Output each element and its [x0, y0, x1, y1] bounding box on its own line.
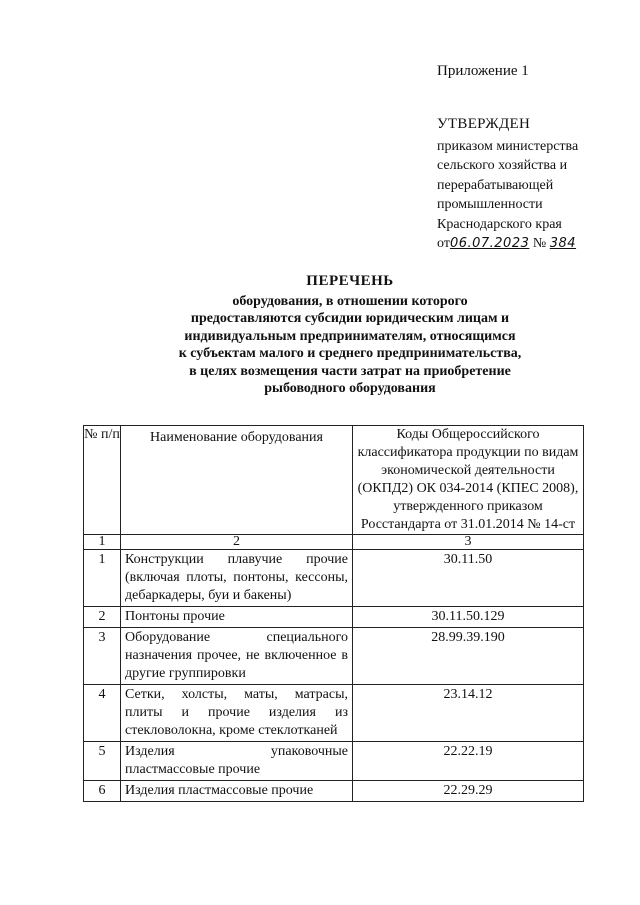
approval-line: Краснодарского края — [437, 216, 562, 232]
row-name: Оборудование специального назначения прочее, не включенное в другие группировки — [121, 628, 353, 685]
handwritten-number: 384 — [549, 236, 577, 251]
row-num: 3 — [84, 628, 121, 685]
table-row — [84, 685, 584, 742]
row-code: 30.11.50.129 — [353, 607, 584, 628]
column-number: 3 — [353, 535, 584, 550]
header-num: № п/п — [84, 426, 121, 535]
column-number: 2 — [121, 535, 353, 550]
table-row — [84, 742, 584, 781]
approval-line: сельского хозяйства и — [437, 158, 568, 173]
title-line: к субъектам малого и среднего предпринимательства, — [178, 346, 522, 361]
row-code: 22.29.29 — [353, 781, 584, 802]
row-name: Понтоны прочие — [121, 607, 353, 628]
title-line: предоставляются субсидии юридическим лицам и — [190, 311, 510, 326]
approval-line: приказом министерства — [437, 138, 579, 154]
column-number: 1 — [84, 535, 121, 550]
row-code: 23.14.12 — [353, 685, 584, 742]
row-num: 5 — [84, 742, 121, 781]
row-name: Изделия упаковочные пластмассовые прочие — [121, 742, 353, 781]
table-header-row — [84, 426, 584, 535]
row-num: 4 — [84, 685, 121, 742]
equipment-table — [83, 425, 584, 802]
row-num: 1 — [84, 550, 121, 607]
title-line: оборудования, в отношении которого — [232, 293, 468, 309]
row-num: 6 — [84, 781, 121, 802]
approval-line: промышленности — [437, 197, 543, 212]
row-code: 28.99.39.190 — [353, 628, 584, 685]
handwritten-date: 06.07.2023 — [449, 236, 530, 251]
document-title — [100, 273, 600, 398]
header-name: Наименование оборудования — [121, 426, 353, 535]
row-code: 22.22.19 — [353, 742, 584, 781]
row-name: Конструкции плавучие прочие (включая плоты, понтоны, кессоны, дебаркадеры, буи и бакены) — [121, 550, 353, 607]
approved-heading: УТВЕРЖДЕН — [437, 116, 531, 132]
appendix-label: Приложение 1 — [437, 63, 529, 79]
title-line: рыбоводного оборудования — [264, 381, 436, 396]
table-row — [84, 607, 584, 628]
approval-line: перерабатывающей — [437, 177, 554, 193]
date-prefix: от — [437, 236, 450, 251]
column-number-row — [84, 535, 584, 550]
header-code: Коды Общероссийского классификатора продукции по видам экономической деятельности (ОКПД2) ОК 034-2014 (КПЕС 2008), утвержденного приказом Росстандарта от 31.01.2014 № 14-ст — [353, 426, 584, 535]
title-main: ПЕРЕЧЕНЬ — [306, 273, 394, 289]
table-row — [84, 781, 584, 802]
row-name: Сетки, холсты, маты, матрасы, плиты и прочие изделия из стекловолокна, кроме стеклотканей — [121, 685, 353, 742]
row-code: 30.11.50 — [353, 550, 584, 607]
table-row — [84, 628, 584, 685]
table-row — [84, 550, 584, 607]
approval-block — [437, 115, 578, 254]
row-num: 2 — [84, 607, 121, 628]
number-prefix: № — [532, 236, 547, 251]
title-line: в целях возмещения части затрат на приобретение — [189, 363, 511, 379]
row-name: Изделия пластмассовые прочие — [121, 781, 353, 802]
title-line: индивидуальным предпринимателям, относящимся — [184, 328, 516, 344]
approval-date-line — [437, 234, 578, 254]
